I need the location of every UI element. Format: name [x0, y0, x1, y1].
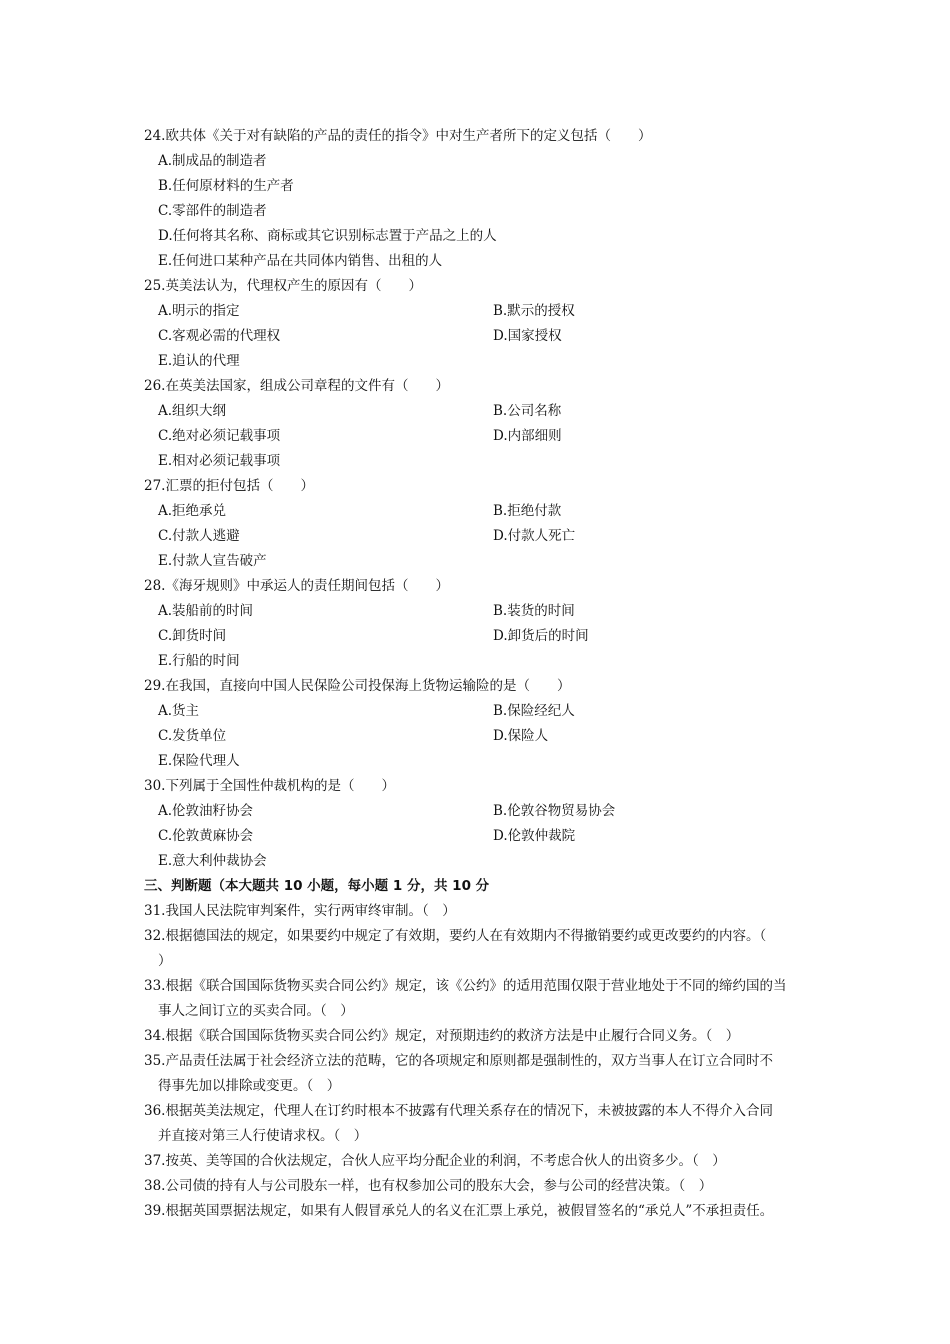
question-32: [144, 924, 814, 974]
question-35: [144, 1049, 814, 1099]
question-28: [144, 574, 814, 674]
question-line: 38.公司债的持有人与公司股东一样，也有权参加公司的股东大会，参与公司的经营决策。（ ）: [144, 1178, 713, 1194]
question-line: 36.根据英美法规定，代理人在订约时根本不披露有代理关系存在的情况下，未被披露的本人不得介入合同: [144, 1103, 773, 1119]
option-row: [144, 799, 814, 824]
option-c: C.付款人逃避: [158, 528, 240, 544]
question-36: [144, 1099, 814, 1149]
option-e: E.任何进口某种产品在共同体内销售、出租的人: [158, 253, 443, 269]
option-row: [144, 299, 814, 324]
option-e: E.付款人宣告破产: [158, 553, 267, 569]
option-e: E.行船的时间: [158, 653, 240, 669]
exam-page: [144, 124, 814, 1224]
option-c: C.卸货时间: [158, 628, 227, 644]
option-d: D.卸货后的时间: [493, 628, 589, 644]
option-row: [144, 599, 814, 624]
option-e: E.追认的代理: [158, 353, 240, 369]
option-c: C.客观必需的代理权: [158, 328, 281, 344]
option-b: B.任何原材料的生产者: [158, 178, 294, 194]
option-b: B.保险经纪人: [493, 703, 575, 719]
option-c: C.绝对必须记载事项: [158, 428, 281, 444]
option-c: C.零部件的制造者: [158, 203, 267, 219]
option-d: D.内部细则: [493, 428, 562, 444]
option-row: [144, 724, 814, 749]
section-title: 三、判断题（本大题共 10 小题，每小题 1 分，共 10 分: [144, 878, 490, 894]
question-line: 37.按英、美等国的合伙法规定，合伙人应平均分配企业的利润，不考虑合伙人的出资多少。（ ）: [144, 1153, 726, 1169]
question-line: 39.根据英国票据法规定，如果有人假冒承兑人的名义在汇票上承兑，被假冒签名的“承兑人”不承担责任。: [144, 1203, 774, 1219]
question-34: [144, 1024, 814, 1049]
question-line: 32.根据德国法的规定，如果要约中规定了有效期，要约人在有效期内不得撤销要约或更改要约的内容。（: [144, 928, 767, 944]
question-30: [144, 774, 814, 874]
option-row: [144, 324, 814, 349]
option-d: D.付款人死亡: [493, 528, 576, 544]
question-31: [144, 899, 814, 924]
question-29: [144, 674, 814, 774]
option-row: [144, 624, 814, 649]
option-a: A.组织大纲: [158, 403, 227, 419]
option-b: B.默示的授权: [493, 303, 575, 319]
question-38: [144, 1174, 814, 1199]
option-row: [144, 824, 814, 849]
question-33: [144, 974, 814, 1024]
question-24: [144, 124, 814, 274]
question-line: 34.根据《联合国国际货物买卖合同公约》规定，对预期违约的救济方法是中止履行合同义务。（ ）: [144, 1028, 740, 1044]
option-e: E.意大利仲裁协会: [158, 853, 267, 869]
question-27: [144, 474, 814, 574]
option-row: [144, 499, 814, 524]
question-stem: 30.下列属于全国性仲裁机构的是（ ）: [144, 778, 395, 794]
question-line: 33.根据《联合国国际货物买卖合同公约》规定，该《公约》的适用范围仅限于营业地处于不同的缔约国的当: [144, 978, 787, 994]
option-c: C.发货单位: [158, 728, 227, 744]
option-b: B.拒绝付款: [493, 503, 562, 519]
question-stem: 29.在我国，直接向中国人民保险公司投保海上货物运输险的是（ ）: [144, 678, 571, 694]
option-b: B.伦敦谷物贸易协会: [493, 803, 616, 819]
question-line: 35.产品责任法属于社会经济立法的范畴，它的各项规定和原则都是强制性的，双方当事人在订立合同时不: [144, 1053, 773, 1069]
option-e: E.保险代理人: [158, 753, 240, 769]
option-d: D.保险人: [493, 728, 549, 744]
question-line-cont: ）: [158, 953, 172, 969]
option-d: D.伦敦仲裁院: [493, 828, 576, 844]
option-a: A.拒绝承兑: [158, 503, 227, 519]
question-26: [144, 374, 814, 474]
question-line-cont: 并直接对第三人行使请求权。（ ）: [158, 1128, 368, 1144]
option-a: A.明示的指定: [158, 303, 240, 319]
option-row: [144, 424, 814, 449]
question-stem: 26.在英美法国家，组成公司章程的文件有（ ）: [144, 378, 449, 394]
question-37: [144, 1149, 814, 1174]
question-25: [144, 274, 814, 374]
option-a: A.货主: [158, 703, 200, 719]
option-row: [144, 399, 814, 424]
question-line-cont: 事人之间订立的买卖合同。（ ）: [158, 1003, 354, 1019]
option-row: [144, 699, 814, 724]
question-line-cont: 得事先加以排除或变更。（ ）: [158, 1078, 341, 1094]
option-c: C.伦敦黄麻协会: [158, 828, 254, 844]
question-39: [144, 1199, 814, 1224]
option-b: B.装货的时间: [493, 603, 575, 619]
option-a: A.装船前的时间: [158, 603, 254, 619]
option-row: [144, 524, 814, 549]
option-e: E.相对必须记载事项: [158, 453, 281, 469]
question-stem: 25.英美法认为，代理权产生的原因有（ ）: [144, 278, 422, 294]
question-stem: 28.《海牙规则》中承运人的责任期间包括（ ）: [144, 578, 449, 594]
question-stem: 27.汇票的拒付包括（ ）: [144, 478, 314, 494]
option-d: D.任何将其名称、商标或其它识别标志置于产品之上的人: [158, 228, 497, 244]
option-a: A.伦敦油籽协会: [158, 803, 254, 819]
option-a: A.制成品的制造者: [158, 153, 267, 169]
option-b: B.公司名称: [493, 403, 562, 419]
option-d: D.国家授权: [493, 328, 562, 344]
question-stem: 24.欧共体《关于对有缺陷的产品的责任的指令》中对生产者所下的定义包括（ ）: [144, 128, 652, 144]
question-line: 31.我国人民法院审判案件，实行两审终审制。（ ）: [144, 903, 456, 919]
